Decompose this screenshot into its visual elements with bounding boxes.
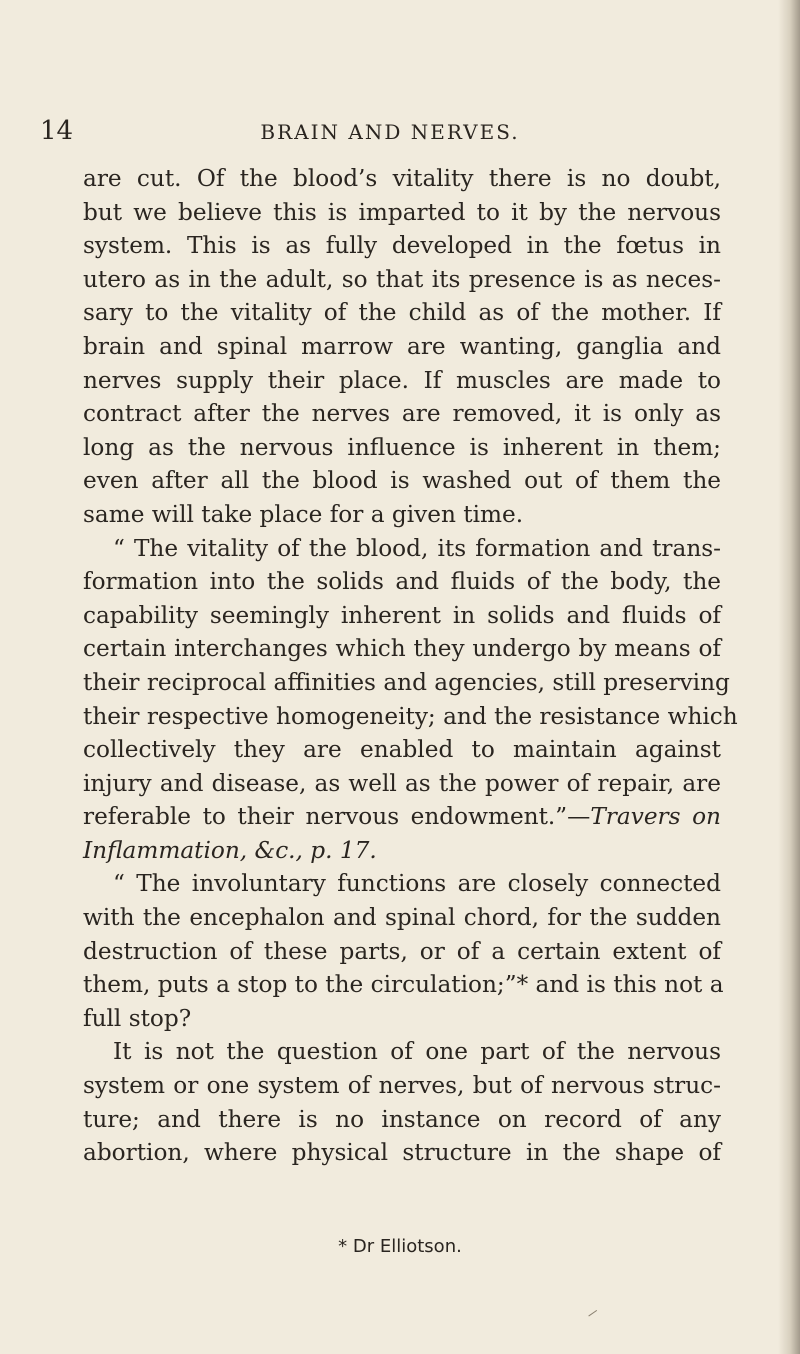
text-line: ture; and there is no instance on record of any bbox=[83, 1105, 721, 1133]
running-title: BRAIN AND NERVES. bbox=[260, 120, 520, 144]
text-line: formation into the solids and fluids of the body, the bbox=[83, 568, 721, 596]
text-line: utero as in the adult, so that its presence is as neces- bbox=[83, 265, 721, 293]
quote-end-text: referable to their nervous endowment.”— bbox=[83, 803, 591, 831]
text-line: contract after the nerves are removed, it is only as bbox=[83, 400, 721, 428]
text-line: capability seemingly inherent in solids and fluids of bbox=[83, 601, 721, 629]
text-line: system. This is as fully developed in the fœtus in bbox=[83, 232, 721, 260]
text-line: them, puts a stop to the circulation;”* and is this not a bbox=[83, 971, 724, 999]
text-line: brain and spinal marrow are wanting, ganglia and bbox=[83, 332, 721, 360]
text-line: injury and disease, as well as the power of repair, are bbox=[83, 769, 721, 797]
text-line: Inflammation, &c., p. 17. bbox=[83, 836, 377, 864]
text-line: “ The vitality of the blood, its formation and trans- bbox=[113, 534, 721, 562]
text-line: full stop? bbox=[83, 1004, 192, 1032]
citation-author: Travers on bbox=[590, 803, 721, 831]
text-line: “ The involuntary functions are closely connected bbox=[113, 870, 721, 898]
text-line: nerves supply their place. If muscles are made to bbox=[83, 366, 721, 394]
page-number: 14 bbox=[40, 116, 74, 146]
text-line: same will take place for a given time. bbox=[83, 500, 524, 528]
text-line: certain interchanges which they undergo by means of bbox=[83, 635, 721, 663]
text-line: system or one system of nerves, but of nervous struc- bbox=[83, 1072, 721, 1100]
text-line: with the encephalon and spinal chord, for the sudden bbox=[83, 904, 721, 932]
footnote: * Dr Elliotson. bbox=[338, 1236, 462, 1257]
text-line: but we believe this is imparted to it by the nervous bbox=[83, 198, 721, 226]
text-line: even after all the blood is washed out of them the bbox=[83, 467, 721, 495]
pencil-mark bbox=[588, 1310, 601, 1323]
text-line: long as the nervous influence is inherent in them; bbox=[83, 433, 721, 461]
page-edge-shadow bbox=[778, 0, 800, 1354]
page-header bbox=[40, 116, 740, 150]
text-line: It is not the question of one part of the nervous bbox=[113, 1038, 721, 1066]
text-line: abortion, where physical structure in the shape of bbox=[83, 1139, 721, 1167]
text-line-citation bbox=[83, 800, 721, 834]
body-text bbox=[83, 162, 738, 1170]
text-line: collectively they are enabled to maintain against bbox=[83, 736, 721, 764]
text-line: are cut. Of the blood’s vitality there is no doubt, bbox=[83, 165, 721, 192]
text-line: their respective homogeneity; and the resistance which bbox=[83, 702, 738, 730]
text-line: sary to the vitality of the child as of the mother. If bbox=[83, 299, 721, 327]
text-line: their reciprocal affinities and agencies, still preserving bbox=[83, 668, 730, 696]
text-line: destruction of these parts, or of a certain extent of bbox=[83, 937, 721, 965]
